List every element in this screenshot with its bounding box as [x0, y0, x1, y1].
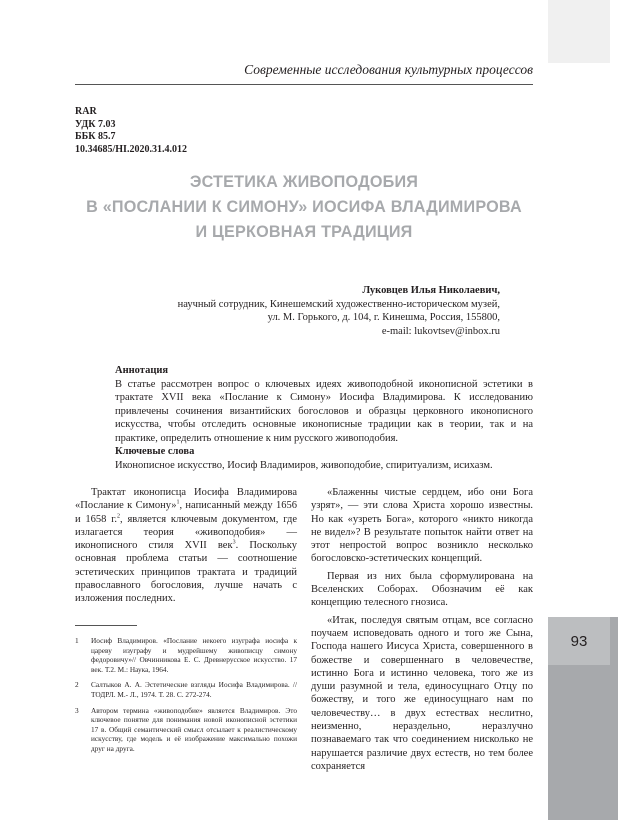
abstract-block — [115, 364, 533, 472]
footnote-ref[interactable]: 3 — [232, 539, 236, 546]
footnote-text: Автором термина «живоподобие» является Владимиров. Это ключевое понятие для понимания новой иконописной эстетики 17 в. Общий семантический смысл отсылает к реалистическому искусству, где модель и её изображение максимально похожи друг на друга. — [91, 705, 297, 753]
footnote-item — [75, 636, 297, 674]
author-position: научный сотрудник, Кинешемский художественно-историческом музей, — [177, 298, 500, 310]
doi-line: 10.34685/HI.2020.31.4.012 — [75, 143, 187, 155]
header-divider — [75, 84, 533, 85]
footnote-number: 3 — [75, 705, 79, 715]
text-span: . Поскольку основная проблема статьи — соотношение эстетических принципов трактата и традиций православного богословия, лучше начать с изложения последних. — [75, 540, 297, 605]
footnote-ref[interactable]: 1 — [176, 499, 180, 506]
footnote-ref[interactable]: 2 — [117, 513, 120, 520]
author-name: Луковцев Илья Николаевич, — [362, 285, 500, 296]
keywords-text: Иконописное искусство, Иосиф Владимиров, живоподобие, спиритуализм, исихазм. — [115, 459, 493, 471]
edge-tab-top — [548, 0, 610, 63]
body-paragraph: «Итак, последуя святым отцам, все согласно поучаем исповедовать одного и того же Сына, Господа нашего Иисуса Христа, совершенного в божестве и совершеннаго в человечестве, истинно Бога и истинно человека, того же из души разумной и тела, единосущнаго Отцу по божеству, и того же единосущнаго нам по человечеству… в двух естествах неслитно, неизменно, нераздельно, неразлучно познаваемаго так что соединением нисколько не нарушается различие двух естеств, но тем более сохраняется — [311, 614, 533, 772]
title-line: В «ПОСЛАНИИ К СИМОНУ» ИОСИФА ВЛАДИМИРОВА — [86, 198, 522, 216]
abstract-text: В статье рассмотрен вопрос о ключевых идеях живоподобной иконописной эстетики в трактате XVII века «Послание к Симону» Иосифа Владимирова. К исследованию привлечены сочинения византийских богословов и образцы церковного иконописного искусства, чтобы отследить основные иконописные традиции как в теории, так и на практике, определить отношение к ним русского живоподобия. — [115, 378, 533, 444]
abstract-heading: Аннотация — [115, 365, 169, 376]
title-line: ЭСТЕТИКА ЖИВОПОДОБИЯ — [189, 173, 419, 191]
meta-line: ББК 85.7 — [75, 131, 116, 142]
keywords-heading: Ключевые слова — [115, 446, 195, 457]
footnote-text: Салтыков А. А. Эстетические взгляды Иосифа Владимирова. // ТОДРЛ. М.- Л., 1974. Т. 28. С. 272-274. — [91, 680, 297, 699]
meta-line: УДК 7.03 — [75, 118, 116, 130]
text-span: , написанный между 1656 и 1658 г. — [75, 500, 297, 525]
footnote-item — [75, 680, 297, 699]
footnote-number: 2 — [75, 680, 79, 690]
article-title — [75, 170, 533, 245]
body-column-right — [311, 486, 533, 773]
footnote-number: 1 — [75, 636, 79, 645]
footnote-text: Иосиф Владимиров. «Послание некоего изуграфа иосифа к царeву изуграфу и мудрейшему живописцу симону федоровичу»// Овчинникова Е. С. Древнерусское искусство. 17 век. Т.2. М.: Наука, 1964. — [91, 636, 297, 674]
author-address: ул. М. Горького, д. 104, г. Кинешма, Россия, 155800, — [267, 312, 500, 323]
classification-codes — [75, 106, 187, 156]
footnote-item — [75, 706, 297, 754]
text-span: , является ключевым документом, где излагается теория «живоподобия» — иконописного стиля XVII век — [75, 513, 297, 552]
footnote-divider — [75, 625, 137, 626]
meta-line: RAR — [75, 106, 97, 117]
footnotes — [75, 636, 297, 760]
body-paragraph: Первая из них была сформулирована на Вселенских Соборах. Обозначим её как концепцию телесного гнозиса. — [311, 570, 533, 609]
title-line: И ЦЕРКОВНАЯ ТРАДИЦИЯ — [195, 223, 413, 241]
author-block — [75, 284, 500, 338]
page-number: 93 — [548, 617, 610, 665]
body-paragraph — [75, 486, 297, 606]
running-header: Современные исследования культурных процессов — [244, 62, 533, 77]
author-email: e-mail: lukovtsev@inbox.ru — [381, 325, 500, 337]
text-span: Трактат иконописца Иосифа Владимирова «Послание к Симону» — [75, 487, 297, 512]
body-paragraph: «Блаженны чистые сердцем, ибо они Бога узрят», — эти слова Христа хорошо известны. Но как «узреть Бога», которого «никто никогда не видел»? В результате попыток найти ответ на этот непростой вопрос возникло несколько богословско-эстетических концепций. — [311, 487, 533, 565]
body-column-left — [75, 486, 297, 606]
